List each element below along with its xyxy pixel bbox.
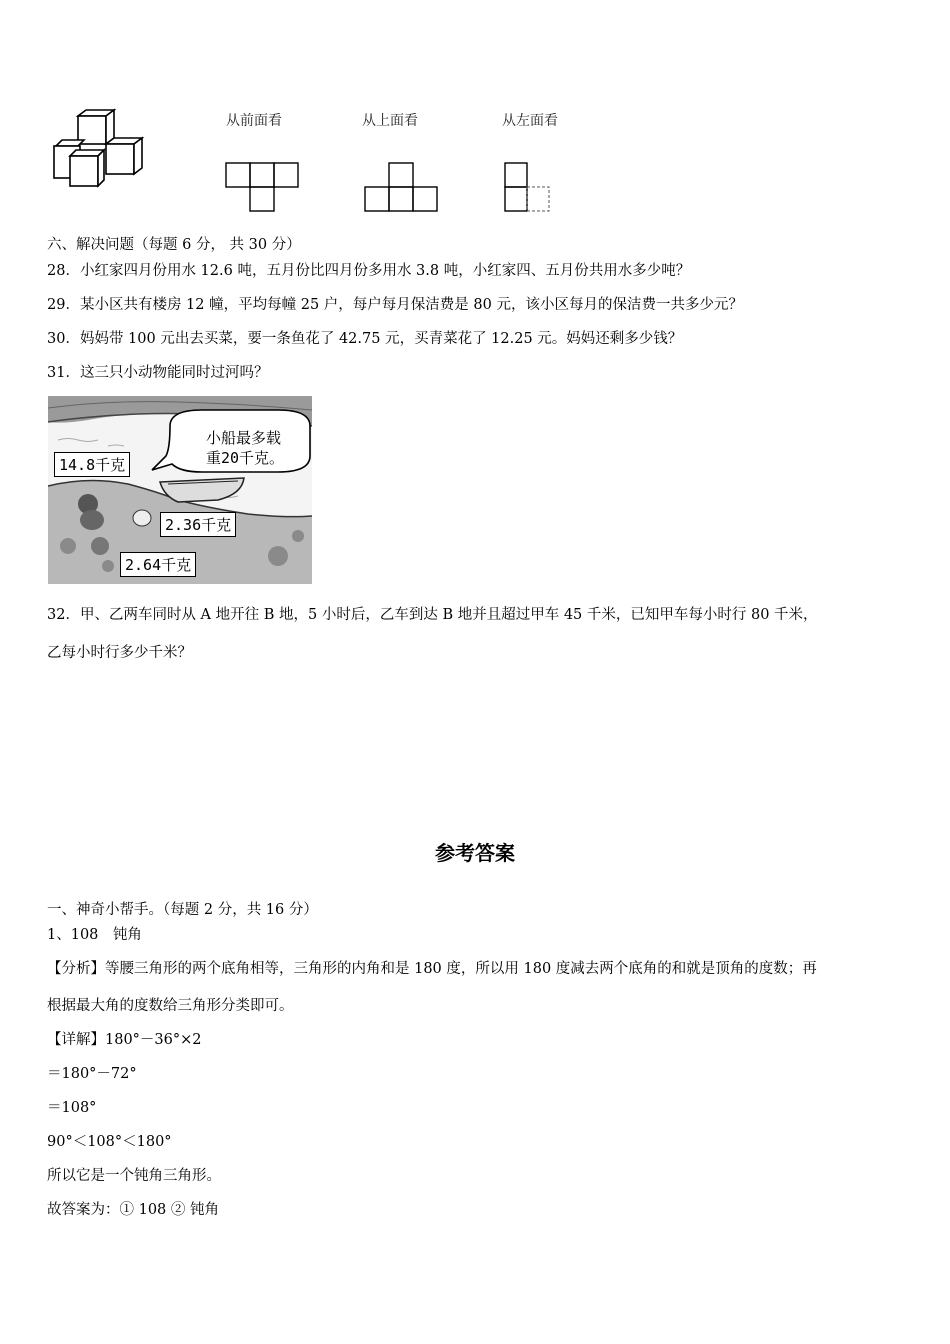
answer-item-1: 1、108 钝角 (47, 927, 142, 943)
question-31: 31．这三只小动物能同时过河吗？ (47, 365, 269, 381)
answer-conclusion: 所以它是一个钝角三角形。 (47, 1168, 221, 1184)
weight-tag-1: 14.8千克 (54, 452, 130, 477)
view-left-label: 从左面看 (502, 113, 558, 129)
answer-final: 故答案为：① 108 ② 钝角 (47, 1202, 220, 1218)
answer-step-2: ＝108° (47, 1100, 97, 1116)
answer-step-1: ＝180°－72° (47, 1066, 137, 1082)
bubble-line-2: 重20千克。 (206, 449, 285, 467)
cube-stack-figure (50, 108, 148, 188)
top-view-figure (363, 162, 439, 214)
answers-section1-heading: 一、神奇小帮手。（每题 2 分，共 16 分） (47, 902, 318, 918)
left-view-figure (503, 162, 555, 214)
answer-step-3: 90°＜108°＜180° (47, 1134, 172, 1150)
answer-analysis-line1: 【分析】等腰三角形的两个底角相等，三角形的内角和是 180 度，所以用 180 度减去两个底角的和就是顶角的度数；再 (47, 961, 817, 977)
bubble-text (206, 428, 284, 468)
view-top-label: 从上面看 (362, 113, 418, 129)
weight-tag-3: 2.64千克 (120, 552, 196, 577)
weight-tag-2: 2.36千克 (160, 512, 236, 537)
view-front-label: 从前面看 (226, 113, 282, 129)
river-illustration (48, 396, 312, 584)
bubble-line-1: 小船最多载 (206, 429, 282, 447)
answers-title: 参考答案 (435, 841, 515, 865)
answer-detail: 【详解】180°－36°×2 (47, 1032, 202, 1048)
question-32-line1: 32．甲、乙两车同时从 A 地开往 B 地，5 小时后，乙车到达 B 地并且超过甲车 45 千米，已知甲车每小时行 80 千米， (47, 607, 818, 623)
section6-heading: 六、解决问题（每题 6 分， 共 30 分） (47, 237, 301, 253)
question-30: 30．妈妈带 100 元出去买菜，要一条鱼花了 42.75 元，买青菜花了 12.25 元。妈妈还剩多少钱？ (47, 331, 683, 347)
front-view-figure (225, 162, 301, 214)
answer-analysis-line2: 根据最大角的度数给三角形分类即可。 (47, 998, 294, 1014)
question-28: 28．小红家四月份用水 12.6 吨，五月份比四月份多用水 3.8 吨，小红家四、五月份共用水多少吨？ (47, 263, 691, 279)
question-32-line2: 乙每小时行多少千米？ (47, 645, 192, 661)
question-29: 29．某小区共有楼房 12 幢，平均每幢 25 户，每户每月保洁费是 80 元，该小区每月的保洁费一共多少元？ (47, 297, 743, 313)
